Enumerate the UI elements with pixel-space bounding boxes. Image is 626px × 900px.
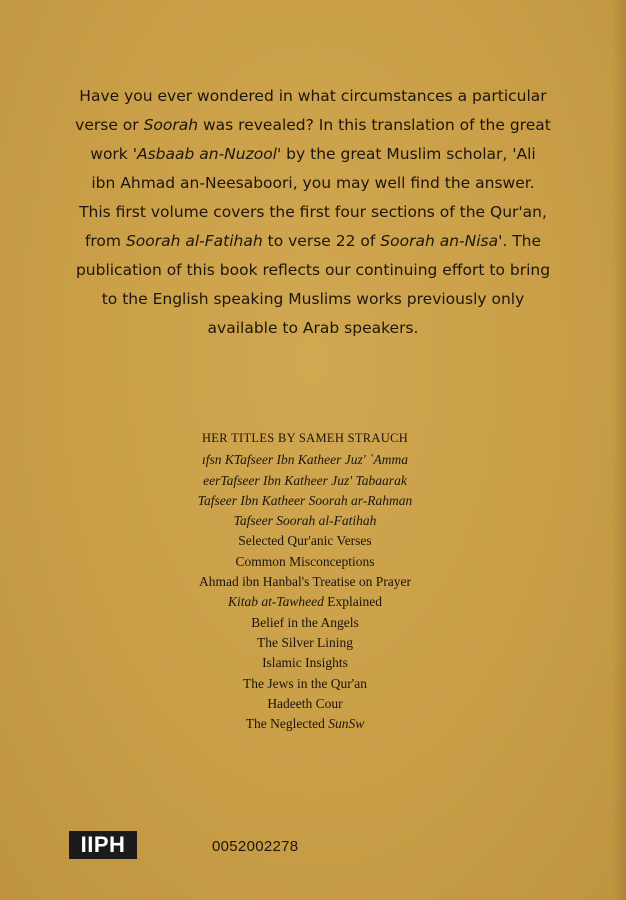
blurb-text: This first volume covers the first four sections of the Qur'an, <box>79 203 547 221</box>
title-italic-text: eerTafseer Ibn Katheer Juz' Tabaarak <box>203 472 407 488</box>
title-italic-text: SunSw <box>328 716 365 732</box>
blurb-italic-text: Soorah al-Fatihah <box>125 232 263 250</box>
title-item: Belief in the Angels <box>251 614 359 630</box>
title-item <box>140 714 470 734</box>
title-text: Explained <box>323 594 382 610</box>
blurb-line <box>40 198 586 227</box>
title-item: The Jews in the Qur'an <box>243 675 367 691</box>
title-text: The Neglected <box>245 716 329 732</box>
blurb-text: verse or <box>75 116 144 134</box>
title-item: Islamic Insights <box>262 655 348 671</box>
other-titles-heading: HER TITLES BY SAMEH STRAUCH <box>201 431 409 445</box>
other-titles-list <box>140 428 470 734</box>
blurb-line <box>40 111 586 140</box>
title-item: Selected Qur'anic Verses <box>238 533 372 549</box>
blurb-text: to the English speaking Muslims works previously only <box>101 290 525 308</box>
blurb-text: to verse 22 of <box>262 232 381 250</box>
title-item: The Silver Lining <box>257 634 353 650</box>
cover-edge-shadow <box>612 0 626 900</box>
title-item: Common Misconceptions <box>235 553 375 569</box>
title-item <box>140 592 470 612</box>
blurb-italic-text: Soorah <box>143 116 199 134</box>
blurb-text: . The <box>502 232 542 250</box>
blurb-line <box>40 285 586 314</box>
blurb-text: Have you ever wondered in what circumstances a particular <box>79 87 547 105</box>
title-item: Hadeeth Cour <box>267 695 343 711</box>
blurb-italic-text: 'Asbaab an-Nuzool' <box>132 145 282 163</box>
title-item <box>140 450 470 470</box>
title-item: Ahmad ibn Hanbal's Treatise on Prayer <box>198 574 412 590</box>
blurb-text: was revealed? In this translation of the great <box>198 116 551 134</box>
title-italic-text: Tafseer Ibn Katheer Soorah ar-Rahman <box>197 492 413 508</box>
title-italic-text: Kitab at-Tawheed <box>228 594 324 610</box>
blurb-text: publication of this book reflects our continuing effort to bring <box>75 261 551 279</box>
blurb-text: work <box>90 145 133 163</box>
blurb-text: from <box>84 232 126 250</box>
blurb-text: ibn Ahmad an-Neesaboori, you may well find the answer. <box>91 174 535 192</box>
title-item <box>140 471 470 491</box>
publisher-logo: IIPH <box>69 831 137 859</box>
blurb-paragraph <box>40 82 586 343</box>
blurb-line <box>40 82 586 111</box>
blurb-line <box>40 256 586 285</box>
title-item <box>140 511 470 531</box>
blurb-line <box>40 140 586 169</box>
title-item <box>140 491 470 511</box>
blurb-line <box>40 314 586 343</box>
blurb-text: by the great Muslim scholar, 'Ali <box>281 145 536 163</box>
title-italic-text: Tafseer Soorah al-Fatihah <box>233 513 377 529</box>
product-code: 0052002278 <box>212 838 299 855</box>
blurb-line <box>40 227 586 256</box>
blurb-text: available to Arab speakers. <box>207 319 419 337</box>
blurb-italic-text: Soorah an-Nisa' <box>380 232 503 250</box>
title-italic-text: ıfsn KTafseer Ibn Katheer Juz' `Amma <box>201 452 408 468</box>
blurb-line <box>40 169 586 198</box>
